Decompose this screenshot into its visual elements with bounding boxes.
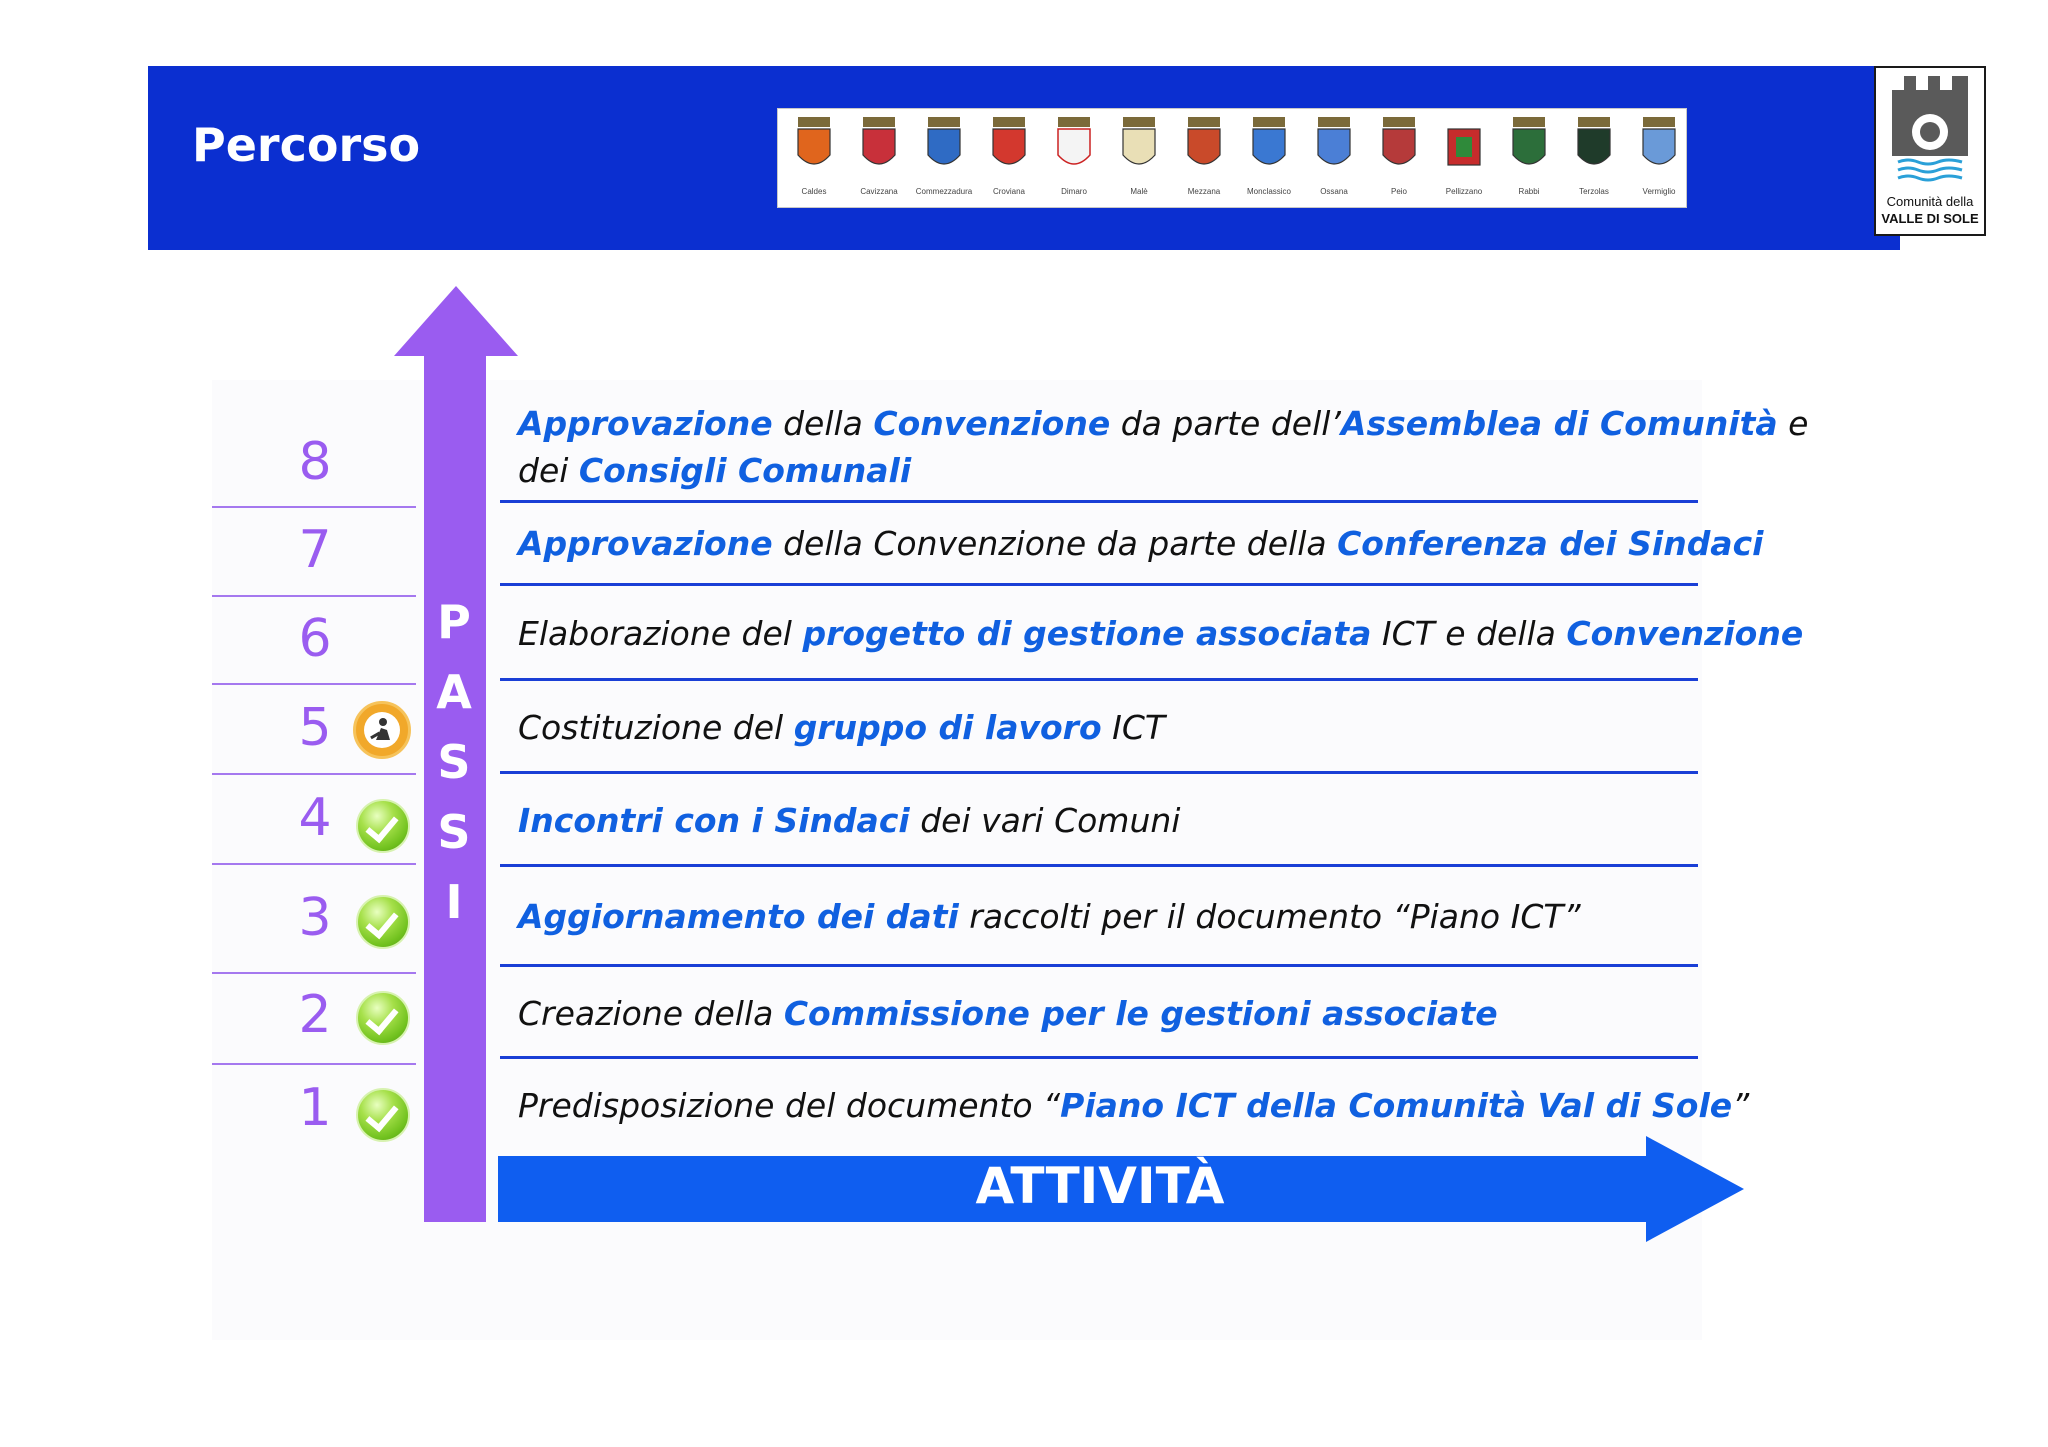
crest-2 [914,117,974,205]
step-number: 7 [298,520,332,580]
header-bar [148,66,1979,250]
step-divider [212,595,416,597]
crest-name: Dimaro [1061,187,1087,196]
highlighted-text: Approvazione [518,524,773,563]
activity-divider [500,500,1698,503]
municipal-crests-strip [777,108,1687,208]
valle-di-sole-logo [1874,66,1986,236]
plain-text: raccolti per il documento “Piano ICT” [958,897,1581,936]
crest-4 [1044,117,1104,205]
crest-name: Croviana [992,187,1025,196]
activity-divider [500,1056,1698,1059]
crest-name: Rabbi [1518,187,1540,196]
highlighted-text: Commissione per le gestioni associate [783,994,1498,1033]
highlighted-text: Consigli Comunali [578,451,912,490]
crest-3 [979,117,1039,205]
activity-step-3 [518,893,1581,940]
check-icon [356,895,410,949]
plain-text: Elaborazione del [518,614,803,653]
plain-text: Costituzione del [518,708,794,747]
step-number: 6 [298,609,332,669]
crest-10 [1434,117,1494,205]
check-icon [356,799,410,853]
plain-text: Predisposizione del documento “ [518,1086,1061,1125]
step-divider [212,506,416,508]
crest-name: Caldes [801,187,827,196]
crest-name: Peio [1390,187,1407,196]
step-number: 1 [298,1078,332,1138]
page-title: Percorso [192,118,421,172]
step-number: 2 [298,985,332,1045]
highlighted-text: Piano ICT della Comunità Val di Sole [1060,1086,1733,1125]
highlighted-text: Approvazione [518,404,773,443]
tower-logo-icon [1888,76,1972,186]
crest-name: Ossana [1320,187,1348,196]
check-icon [356,991,410,1045]
highlighted-text: gruppo di lavoro [793,708,1102,747]
logo-text-line2: VALLE DI SOLE [1881,211,1979,226]
activity-step-5 [518,704,1165,751]
crest-5 [1109,117,1169,205]
activity-step-8 [518,400,1808,447]
highlighted-text: Conferenza dei Sindaci [1337,524,1764,563]
passi-letter: S [437,735,471,789]
crest-name: Monclassico [1246,187,1291,196]
attivita-label: ATTIVITÀ [975,1157,1225,1215]
step-divider [212,863,416,865]
plain-text: ICT e della [1371,614,1567,653]
logo-text-line1: Comunità della [1886,194,1974,209]
passi-letter: P [437,595,471,649]
crest-name: Vermiglio [1642,187,1676,196]
activity-step-4 [518,797,1180,844]
crest-11 [1499,117,1559,205]
plain-text: da parte dell’ [1110,404,1341,443]
crest-8 [1304,117,1364,205]
activity-divider [500,864,1698,867]
work-in-progress-icon [353,701,411,759]
step-number: 8 [298,432,332,492]
highlighted-text: Incontri con i Sindaci [518,801,910,840]
passi-letter: A [436,665,472,719]
plain-text: dei [518,451,579,490]
passi-letter: I [445,875,463,929]
step-number: 5 [298,698,332,758]
plain-text: ICT [1101,708,1166,747]
plain-text: Creazione della [518,994,784,1033]
crest-7 [1239,117,1299,205]
step-divider [212,683,416,685]
activity-divider [500,964,1698,967]
step-divider [212,1063,416,1065]
activity-divider [500,583,1698,586]
activity-step-1 [518,1082,1749,1129]
crest-name: Commezzadura [915,187,973,196]
plain-text: della Convenzione da parte della [772,524,1338,563]
activity-divider [500,678,1698,681]
highlighted-text: Convenzione [873,404,1111,443]
crest-0 [784,117,844,205]
plain-text: e [1777,404,1809,443]
crest-name: Cavizzana [860,187,898,196]
step-divider [212,773,416,775]
crest-name: Mezzana [1187,187,1221,196]
activity-step-8-line2 [518,447,911,494]
crest-name: Malè [1130,187,1148,196]
plain-text: ” [1732,1086,1750,1125]
crest-name: Terzolas [1579,187,1609,196]
step-number: 3 [298,888,332,948]
activity-step-2 [518,990,1498,1037]
activity-step-7 [518,520,1763,567]
plain-text: della [772,404,874,443]
step-number: 4 [298,788,332,848]
highlighted-text: progetto di gestione associata [802,614,1372,653]
crest-name: Pellizzano [1445,187,1483,196]
highlighted-text: Assemblea di Comunità [1340,404,1778,443]
passi-letter: S [437,805,471,859]
activity-step-6 [518,610,1803,657]
crest-9 [1369,117,1429,205]
crest-12 [1564,117,1624,205]
highlighted-text: Aggiornamento dei dati [518,897,959,936]
check-icon [356,1088,410,1142]
crest-1 [849,117,909,205]
step-divider [212,972,416,974]
plain-text: dei vari Comuni [909,801,1181,840]
crest-13 [1629,117,1689,205]
activity-divider [500,771,1698,774]
crest-6 [1174,117,1234,205]
highlighted-text: Convenzione [1566,614,1804,653]
